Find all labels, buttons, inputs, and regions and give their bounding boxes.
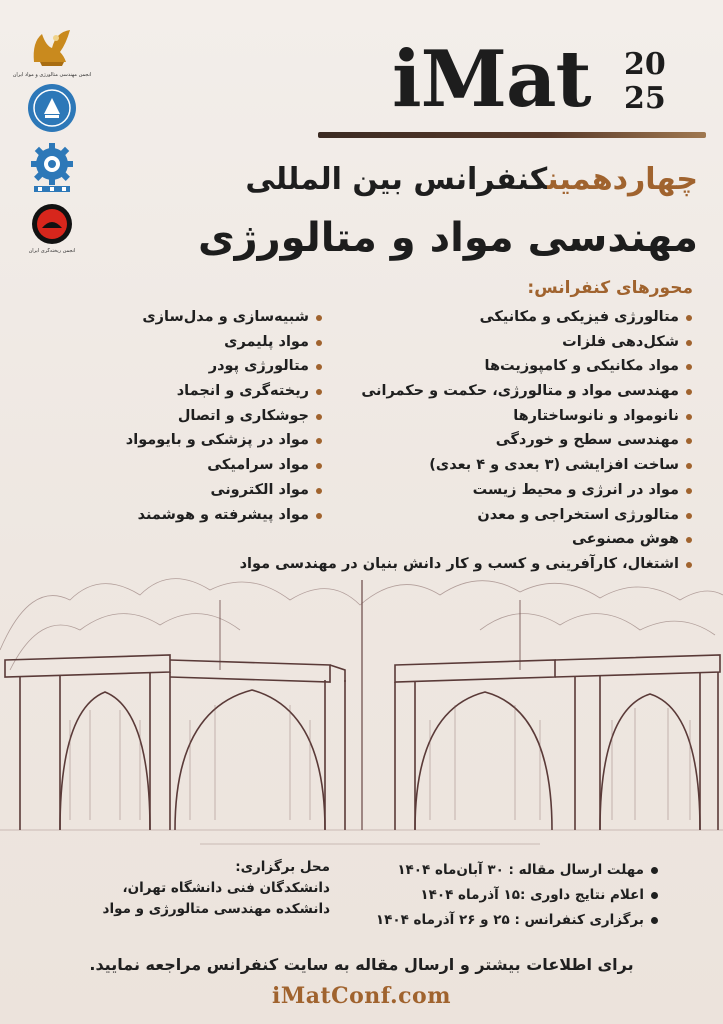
venue-line-2: دانشکده مهندسی متالورژی و مواد bbox=[102, 901, 330, 917]
topic-item: متالورژی پودر bbox=[63, 354, 323, 379]
topic-item: ریخته‌گری و انجماد bbox=[63, 379, 323, 404]
brand-logo bbox=[392, 30, 692, 130]
venue-line-1: دانشکدگان فنی دانشگاه تهران، bbox=[122, 880, 330, 896]
date-review-results: اعلام نتایج داوری :۱۵ آذرماه ۱۴۰۴ bbox=[308, 883, 658, 908]
date-submission-deadline: مهلت ارسال مقاله : ۳۰ آبان‌ماه ۱۴۰۴ bbox=[308, 858, 658, 883]
topic-item: اشتغال، کارآفرینی و کسب و کار دانش بنیان در مهندسی مواد bbox=[293, 552, 693, 577]
iranian-metallurgy-society-caption: انجمن مهندسی متالورژی و مواد ایران bbox=[12, 72, 92, 78]
topic-item: مواد الکترونی bbox=[63, 478, 323, 503]
brand-divider bbox=[318, 132, 706, 138]
topic-item: مهندسی سطح و خوردگی bbox=[293, 428, 693, 453]
brand-name: iMat bbox=[392, 34, 591, 125]
university-gate-illustration bbox=[0, 560, 723, 850]
conference-field: مهندسی مواد و متالورژی bbox=[197, 215, 698, 261]
venue bbox=[60, 857, 330, 920]
foundry-society-logo bbox=[30, 202, 74, 246]
topic-item: مواد در انرژی و محیط زیست bbox=[293, 478, 693, 503]
foundry-society-caption: انجمن ریخته‌گری ایران bbox=[28, 248, 76, 254]
topic-item: جوشکاری و اتصال bbox=[63, 404, 323, 429]
footer-note: برای اطلاعات بیشتر و ارسال مقاله به سایت کنفرانس مراجعه نمایید. bbox=[89, 955, 634, 974]
topic-item: مواد در پزشکی و بایومواد bbox=[63, 428, 323, 453]
topic-item: مواد پلیمری bbox=[63, 330, 323, 355]
title-ordinal: چهاردهمین bbox=[547, 162, 698, 197]
topic-item: شبیه‌سازی و مدل‌سازی bbox=[63, 305, 323, 330]
brand-year-top: 20 bbox=[624, 47, 666, 82]
date-conference: برگزاری کنفرانس : ۲۵ و ۲۶ آذرماه ۱۴۰۴ bbox=[308, 908, 658, 933]
topic-item: مواد پیشرفته و هوشمند bbox=[63, 503, 323, 528]
important-dates bbox=[308, 858, 658, 933]
conference-title bbox=[238, 160, 698, 200]
topic-item: مهندسی مواد و متالورژی، حکمت و حکمرانی bbox=[293, 379, 693, 404]
topic-item: ساخت افزایشی (۳ بعدی و ۴ بعدی) bbox=[293, 453, 693, 478]
brand-year-bottom: 25 bbox=[624, 81, 666, 116]
topic-item: مواد سرامیکی bbox=[63, 453, 323, 478]
topic-item: متالورژی استخراجی و معدن bbox=[293, 503, 693, 528]
venue-label: محل برگزاری: bbox=[235, 859, 330, 875]
topic-item: مواد مکانیکی و کامپوزیت‌ها bbox=[293, 354, 693, 379]
website-link[interactable]: iMatConf.com bbox=[272, 983, 451, 1009]
university-of-tehran-seal bbox=[26, 82, 78, 134]
topic-item: هوش مصنوعی bbox=[293, 527, 693, 552]
topic-item: نانومواد و نانوساختارها bbox=[293, 404, 693, 429]
title-conference: کنفرانس بین المللی bbox=[245, 162, 548, 197]
topic-item: متالورژی فیزیکی و مکانیکی bbox=[293, 305, 693, 330]
topic-item: شکل‌دهی فلزات bbox=[293, 330, 693, 355]
topics-left-column bbox=[63, 305, 323, 527]
topics-heading: محورهای کنفرانس: bbox=[527, 278, 693, 298]
engineering-gear-logo bbox=[20, 140, 84, 196]
iranian-metallurgy-society-logo bbox=[26, 22, 78, 70]
